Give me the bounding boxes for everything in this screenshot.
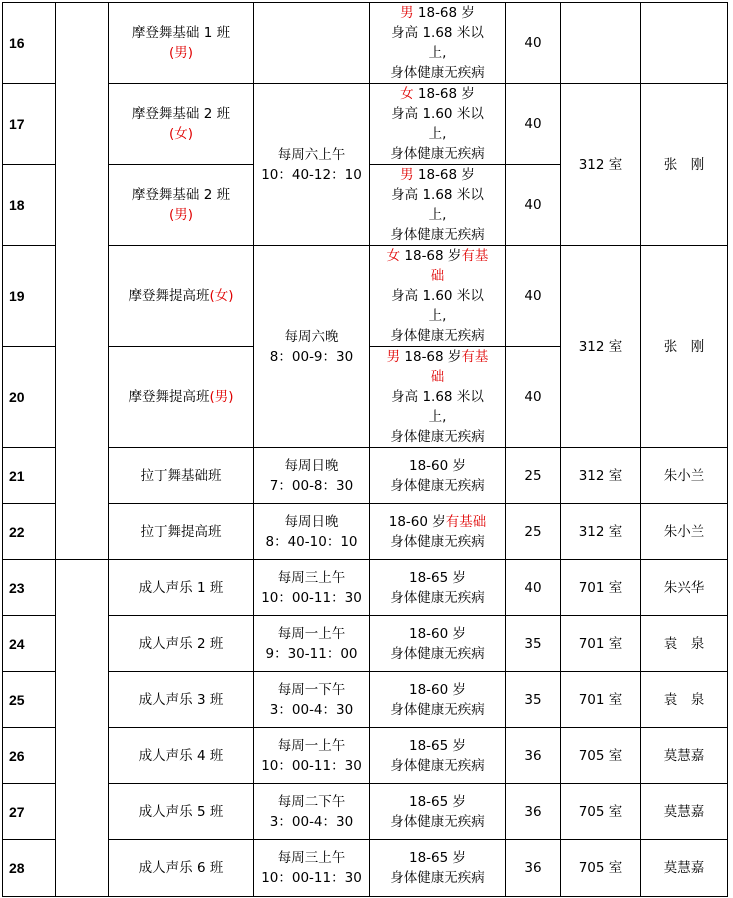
class-time-line <box>256 812 367 832</box>
class-time-line <box>256 792 367 812</box>
row-number <box>3 504 56 560</box>
requirement-line <box>372 588 503 608</box>
course-name: 成人声乐 3 班 <box>138 691 224 708</box>
requirement-text: 18-60 岁 <box>408 681 467 698</box>
course-name-cell <box>109 560 254 616</box>
course-name-line <box>111 286 251 306</box>
requirement-text: 18-68 岁 <box>400 248 462 264</box>
requirement-cell <box>370 560 506 616</box>
requirement-cell <box>370 672 506 728</box>
requirement-line <box>372 185 503 205</box>
course-name: 成人声乐 6 班 <box>138 860 224 876</box>
class-time-text: 10：00-11：30 <box>261 757 362 774</box>
requirement-cell <box>370 165 506 246</box>
course-name-cell <box>109 347 254 448</box>
requirement-cell <box>370 84 506 165</box>
room-cell <box>561 560 641 616</box>
requirement-line <box>372 43 503 63</box>
row-number-text: 25 <box>9 691 25 708</box>
class-time-text: 8：40-10：10 <box>265 533 358 550</box>
requirement-text: 上, <box>428 207 447 223</box>
room-cell <box>561 784 641 840</box>
course-name: 摩登舞提高班 <box>128 288 210 304</box>
row-number-text: 23 <box>9 579 25 596</box>
requirement-text: 身体健康无疾病 <box>390 813 485 830</box>
requirement-text: 18-68 岁 <box>413 5 475 21</box>
room-text: 312 室 <box>578 156 623 173</box>
teacher-cell <box>641 728 728 784</box>
course-gender: (女) <box>209 288 234 304</box>
class-time-line <box>256 532 367 552</box>
class-time-line <box>256 644 367 664</box>
requirement-text: 身体健康无疾病 <box>390 701 485 718</box>
class-time-line <box>256 848 367 868</box>
requirement-line <box>372 756 503 776</box>
row-number-text: 21 <box>9 467 25 484</box>
teacher-cell <box>641 840 728 897</box>
requirement-cell <box>370 448 506 504</box>
course-name-cell <box>109 84 254 165</box>
requirement-text: 有基础 <box>445 513 487 530</box>
course-name-line <box>111 104 251 124</box>
teacher-name: 袁 泉 <box>663 635 705 652</box>
room-cell <box>561 3 641 84</box>
category-cell-vocal <box>56 560 109 897</box>
requirement-line <box>372 407 503 427</box>
requirement-line <box>372 367 503 387</box>
capacity-cell <box>506 784 561 840</box>
requirement-text: 18-60 岁 <box>408 457 467 474</box>
requirement-line <box>372 387 503 407</box>
class-time-text: 8：00-9：30 <box>269 348 354 365</box>
class-time-line <box>256 680 367 700</box>
requirement-cell <box>370 3 506 84</box>
requirement-line <box>372 868 503 888</box>
capacity-value: 25 <box>524 467 542 484</box>
course-name: 成人声乐 5 班 <box>138 803 224 820</box>
row-number-text: 16 <box>9 35 25 51</box>
class-time-cell <box>254 3 370 84</box>
course-gender-line <box>111 43 251 63</box>
requirement-text: 身体健康无疾病 <box>390 757 485 774</box>
requirement-text: 身体健康无疾病 <box>390 146 485 162</box>
capacity-value: 40 <box>524 389 542 405</box>
class-time-line <box>256 512 367 532</box>
table-row <box>3 560 728 616</box>
course-name: 拉丁舞基础班 <box>140 467 222 484</box>
teacher-name: 朱小兰 <box>663 523 705 540</box>
course-name-line <box>111 387 251 407</box>
row-number <box>3 840 56 897</box>
table-row <box>3 504 728 560</box>
capacity-cell <box>506 560 561 616</box>
capacity-value: 36 <box>524 860 542 876</box>
course-name-cell <box>109 246 254 347</box>
requirement-text: 18-60 岁 <box>388 513 446 530</box>
capacity-value: 35 <box>524 635 542 652</box>
capacity-cell <box>506 246 561 347</box>
requirement-text: 身体健康无疾病 <box>390 645 485 662</box>
requirement-text: 18-65 岁 <box>408 793 467 810</box>
teacher-cell <box>641 672 728 728</box>
capacity-cell <box>506 616 561 672</box>
requirement-cell <box>370 784 506 840</box>
capacity-value: 40 <box>524 197 542 213</box>
requirement-text: 18-65 岁 <box>408 737 467 754</box>
table-row <box>3 728 728 784</box>
course-name-cell <box>109 504 254 560</box>
course-name-cell <box>109 616 254 672</box>
class-time-text: 3：00-4：30 <box>269 813 354 830</box>
class-time-text: 10：00-11：30 <box>261 589 362 606</box>
requirement-line <box>372 306 503 326</box>
class-time-line <box>256 700 367 720</box>
class-time-line <box>256 327 367 347</box>
room-text: 705 室 <box>578 803 623 820</box>
requirement-line <box>372 680 503 700</box>
class-time-cell <box>254 728 370 784</box>
table-row <box>3 672 728 728</box>
requirement-line <box>372 23 503 43</box>
requirement-text: 18-65 岁 <box>408 850 467 866</box>
requirement-text: 18-68 岁 <box>413 86 475 102</box>
course-name-cell <box>109 3 254 84</box>
teacher-name: 莫慧嘉 <box>663 747 705 764</box>
teacher-name: 袁 泉 <box>663 691 705 708</box>
capacity-value: 40 <box>524 288 542 304</box>
course-name-line <box>111 23 251 43</box>
requirement-line <box>372 286 503 306</box>
table-row <box>3 840 728 897</box>
requirement-text: 男 <box>386 349 401 365</box>
room-text: 701 室 <box>578 579 623 596</box>
requirement-text: 男 <box>400 5 414 21</box>
row-number-text: 27 <box>9 803 25 820</box>
room-cell <box>561 504 641 560</box>
room-text: 312 室 <box>578 523 623 540</box>
course-name: 拉丁舞提高班 <box>140 523 222 540</box>
class-time-cell <box>254 784 370 840</box>
class-time-text: 每周一下午 <box>277 681 346 698</box>
capacity-value: 40 <box>524 35 542 51</box>
teacher-name: 朱兴华 <box>663 579 705 596</box>
requirement-text: 女 <box>386 248 401 264</box>
room-cell <box>561 672 641 728</box>
capacity-cell <box>506 728 561 784</box>
room-text: 705 室 <box>578 860 623 876</box>
row-number <box>3 246 56 347</box>
course-name-cell <box>109 840 254 897</box>
class-time-line <box>256 868 367 888</box>
teacher-cell <box>641 784 728 840</box>
row-number <box>3 672 56 728</box>
requirement-text: 身体健康无疾病 <box>390 328 485 344</box>
table-row <box>3 246 728 347</box>
course-gender: (男) <box>209 389 234 405</box>
requirement-line <box>372 84 503 104</box>
table-row <box>3 3 728 84</box>
class-time-cell <box>254 84 370 246</box>
room-cell <box>561 84 641 246</box>
requirement-text: 身高 1.60 米以 <box>391 288 484 304</box>
requirement-text: 上, <box>428 45 447 61</box>
requirement-line <box>372 532 503 552</box>
capacity-cell <box>506 840 561 897</box>
row-number <box>3 165 56 246</box>
teacher-name: 张 刚 <box>663 156 705 173</box>
teacher-cell <box>641 504 728 560</box>
capacity-cell <box>506 672 561 728</box>
row-number <box>3 560 56 616</box>
course-gender: (男) <box>168 45 194 61</box>
course-name: 摩登舞基础 2 班 <box>131 187 231 203</box>
row-number <box>3 784 56 840</box>
room-cell <box>561 840 641 897</box>
room-cell <box>561 728 641 784</box>
course-gender-line <box>111 205 251 225</box>
requirement-text: 身体健康无疾病 <box>390 870 485 886</box>
class-time-text: 3：00-4：30 <box>269 701 354 718</box>
capacity-cell <box>506 347 561 448</box>
requirement-text: 身体健康无疾病 <box>390 65 485 81</box>
class-time-text: 每周三上午 <box>277 569 346 586</box>
requirement-line <box>372 205 503 225</box>
course-name: 摩登舞提高班 <box>128 389 210 405</box>
teacher-cell <box>641 560 728 616</box>
class-time-text: 每周二下午 <box>277 793 346 810</box>
requirement-line <box>372 848 503 868</box>
capacity-value: 36 <box>524 803 542 820</box>
class-time-line <box>256 588 367 608</box>
requirement-text: 18-68 岁 <box>400 349 462 365</box>
requirement-text: 有基 <box>461 349 489 365</box>
course-name-cell <box>109 784 254 840</box>
table-row <box>3 784 728 840</box>
room-text: 312 室 <box>578 338 623 355</box>
capacity-cell <box>506 165 561 246</box>
class-time-line <box>256 456 367 476</box>
row-number-text: 19 <box>9 288 25 304</box>
course-name-cell <box>109 728 254 784</box>
requirement-text: 上, <box>428 308 447 324</box>
teacher-name: 莫慧嘉 <box>663 803 705 820</box>
course-name: 摩登舞基础 2 班 <box>131 106 231 122</box>
requirement-line <box>372 792 503 812</box>
course-name: 成人声乐 4 班 <box>138 747 224 764</box>
room-cell <box>561 246 641 448</box>
capacity-value: 40 <box>524 579 542 596</box>
requirement-line <box>372 124 503 144</box>
requirement-line <box>372 476 503 496</box>
requirement-text: 身高 1.68 米以 <box>391 389 484 405</box>
class-time-text: 10：00-11：30 <box>261 870 362 886</box>
requirement-cell <box>370 840 506 897</box>
class-time-line <box>256 624 367 644</box>
class-time-line <box>256 145 367 165</box>
category-cell-dance <box>56 3 109 560</box>
row-number <box>3 448 56 504</box>
requirement-text: 男 <box>400 167 414 183</box>
class-time-text: 9：30-11：00 <box>265 645 358 662</box>
requirement-text: 上, <box>428 126 447 142</box>
course-name-cell <box>109 448 254 504</box>
row-number <box>3 616 56 672</box>
requirement-line <box>372 427 503 447</box>
capacity-value: 25 <box>524 523 542 540</box>
requirement-line <box>372 104 503 124</box>
teacher-name: 张 刚 <box>663 338 705 355</box>
row-number <box>3 347 56 448</box>
row-number <box>3 3 56 84</box>
teacher-cell <box>641 3 728 84</box>
requirement-text: 础 <box>430 268 445 284</box>
row-number <box>3 728 56 784</box>
capacity-cell <box>506 448 561 504</box>
class-time-text: 10：40-12：10 <box>261 166 362 183</box>
requirement-text: 身体健康无疾病 <box>390 589 485 606</box>
class-time-text: 每周六晚 <box>284 328 339 345</box>
requirement-line <box>372 700 503 720</box>
class-time-text: 每周日晚 <box>284 457 339 474</box>
teacher-cell <box>641 84 728 246</box>
room-cell <box>561 448 641 504</box>
row-number-text: 28 <box>9 860 25 876</box>
row-number-text: 26 <box>9 747 25 764</box>
row-number <box>3 84 56 165</box>
teacher-cell <box>641 448 728 504</box>
course-schedule-table <box>2 2 728 897</box>
requirement-line <box>372 512 503 532</box>
class-time-text: 每周日晚 <box>284 513 339 530</box>
class-time-cell <box>254 448 370 504</box>
course-name: 摩登舞基础 1 班 <box>131 25 231 41</box>
requirement-text: 础 <box>430 369 445 385</box>
teacher-cell <box>641 616 728 672</box>
room-cell <box>561 616 641 672</box>
requirement-text: 18-65 岁 <box>408 569 467 586</box>
requirement-line <box>372 812 503 832</box>
class-time-text: 每周一上午 <box>277 625 346 642</box>
requirement-line <box>372 3 503 23</box>
class-time-text: 每周一上午 <box>277 737 346 754</box>
table-row <box>3 448 728 504</box>
requirement-line <box>372 568 503 588</box>
requirement-text: 身体健康无疾病 <box>390 533 485 550</box>
requirement-text: 身体健康无疾病 <box>390 429 485 445</box>
requirement-line <box>372 456 503 476</box>
teacher-cell <box>641 246 728 448</box>
class-time-cell <box>254 840 370 897</box>
requirement-text: 身高 1.68 米以 <box>391 187 484 203</box>
requirement-line <box>372 144 503 164</box>
requirement-text: 身体健康无疾病 <box>390 477 485 494</box>
course-name: 成人声乐 1 班 <box>138 579 224 596</box>
requirement-line <box>372 347 503 367</box>
table-row <box>3 84 728 165</box>
class-time-cell <box>254 672 370 728</box>
class-time-line <box>256 568 367 588</box>
class-time-line <box>256 756 367 776</box>
class-time-text: 每周三上午 <box>277 850 346 866</box>
course-name-line <box>111 185 251 205</box>
class-time-text: 每周六上午 <box>277 146 346 163</box>
requirement-text: 女 <box>400 86 414 102</box>
teacher-name: 莫慧嘉 <box>663 860 705 876</box>
course-gender-line <box>111 124 251 144</box>
row-number-text: 17 <box>9 116 25 132</box>
requirement-line <box>372 266 503 286</box>
requirement-cell <box>370 504 506 560</box>
requirement-cell <box>370 347 506 448</box>
room-text: 701 室 <box>578 635 623 652</box>
room-text: 312 室 <box>578 467 623 484</box>
class-time-text: 7：00-8：30 <box>269 477 354 494</box>
capacity-cell <box>506 3 561 84</box>
course-gender: (男) <box>168 207 194 223</box>
requirement-line <box>372 326 503 346</box>
requirement-cell <box>370 616 506 672</box>
class-time-line <box>256 165 367 185</box>
course-gender: (女) <box>168 126 194 142</box>
row-number-text: 20 <box>9 389 25 405</box>
class-time-line <box>256 476 367 496</box>
room-text: 701 室 <box>578 691 623 708</box>
requirement-line <box>372 63 503 83</box>
capacity-cell <box>506 84 561 165</box>
course-name: 成人声乐 2 班 <box>138 635 224 652</box>
class-time-line <box>256 347 367 367</box>
requirement-cell <box>370 246 506 347</box>
capacity-value: 35 <box>524 691 542 708</box>
requirement-text: 有基 <box>461 248 489 264</box>
capacity-cell <box>506 504 561 560</box>
requirement-text: 身体健康无疾病 <box>390 227 485 243</box>
capacity-value: 36 <box>524 747 542 764</box>
class-time-cell <box>254 504 370 560</box>
requirement-text: 18-68 岁 <box>413 167 475 183</box>
capacity-value: 40 <box>524 116 542 132</box>
table-row <box>3 616 728 672</box>
row-number-text: 18 <box>9 197 25 213</box>
requirement-text: 上, <box>428 409 447 425</box>
requirement-line <box>372 225 503 245</box>
class-time-cell <box>254 560 370 616</box>
teacher-name: 朱小兰 <box>663 467 705 484</box>
room-text: 705 室 <box>578 747 623 764</box>
requirement-line <box>372 165 503 185</box>
requirement-line <box>372 644 503 664</box>
requirement-text: 身高 1.60 米以 <box>391 106 484 122</box>
requirement-line <box>372 624 503 644</box>
requirement-text: 身高 1.68 米以 <box>391 25 484 41</box>
requirement-cell <box>370 728 506 784</box>
course-name-cell <box>109 672 254 728</box>
course-name-cell <box>109 165 254 246</box>
class-time-cell <box>254 616 370 672</box>
requirement-line <box>372 246 503 266</box>
requirement-line <box>372 736 503 756</box>
requirement-text: 18-60 岁 <box>408 625 467 642</box>
class-time-line <box>256 736 367 756</box>
row-number-text: 22 <box>9 523 25 540</box>
class-time-cell <box>254 246 370 448</box>
row-number-text: 24 <box>9 635 25 652</box>
